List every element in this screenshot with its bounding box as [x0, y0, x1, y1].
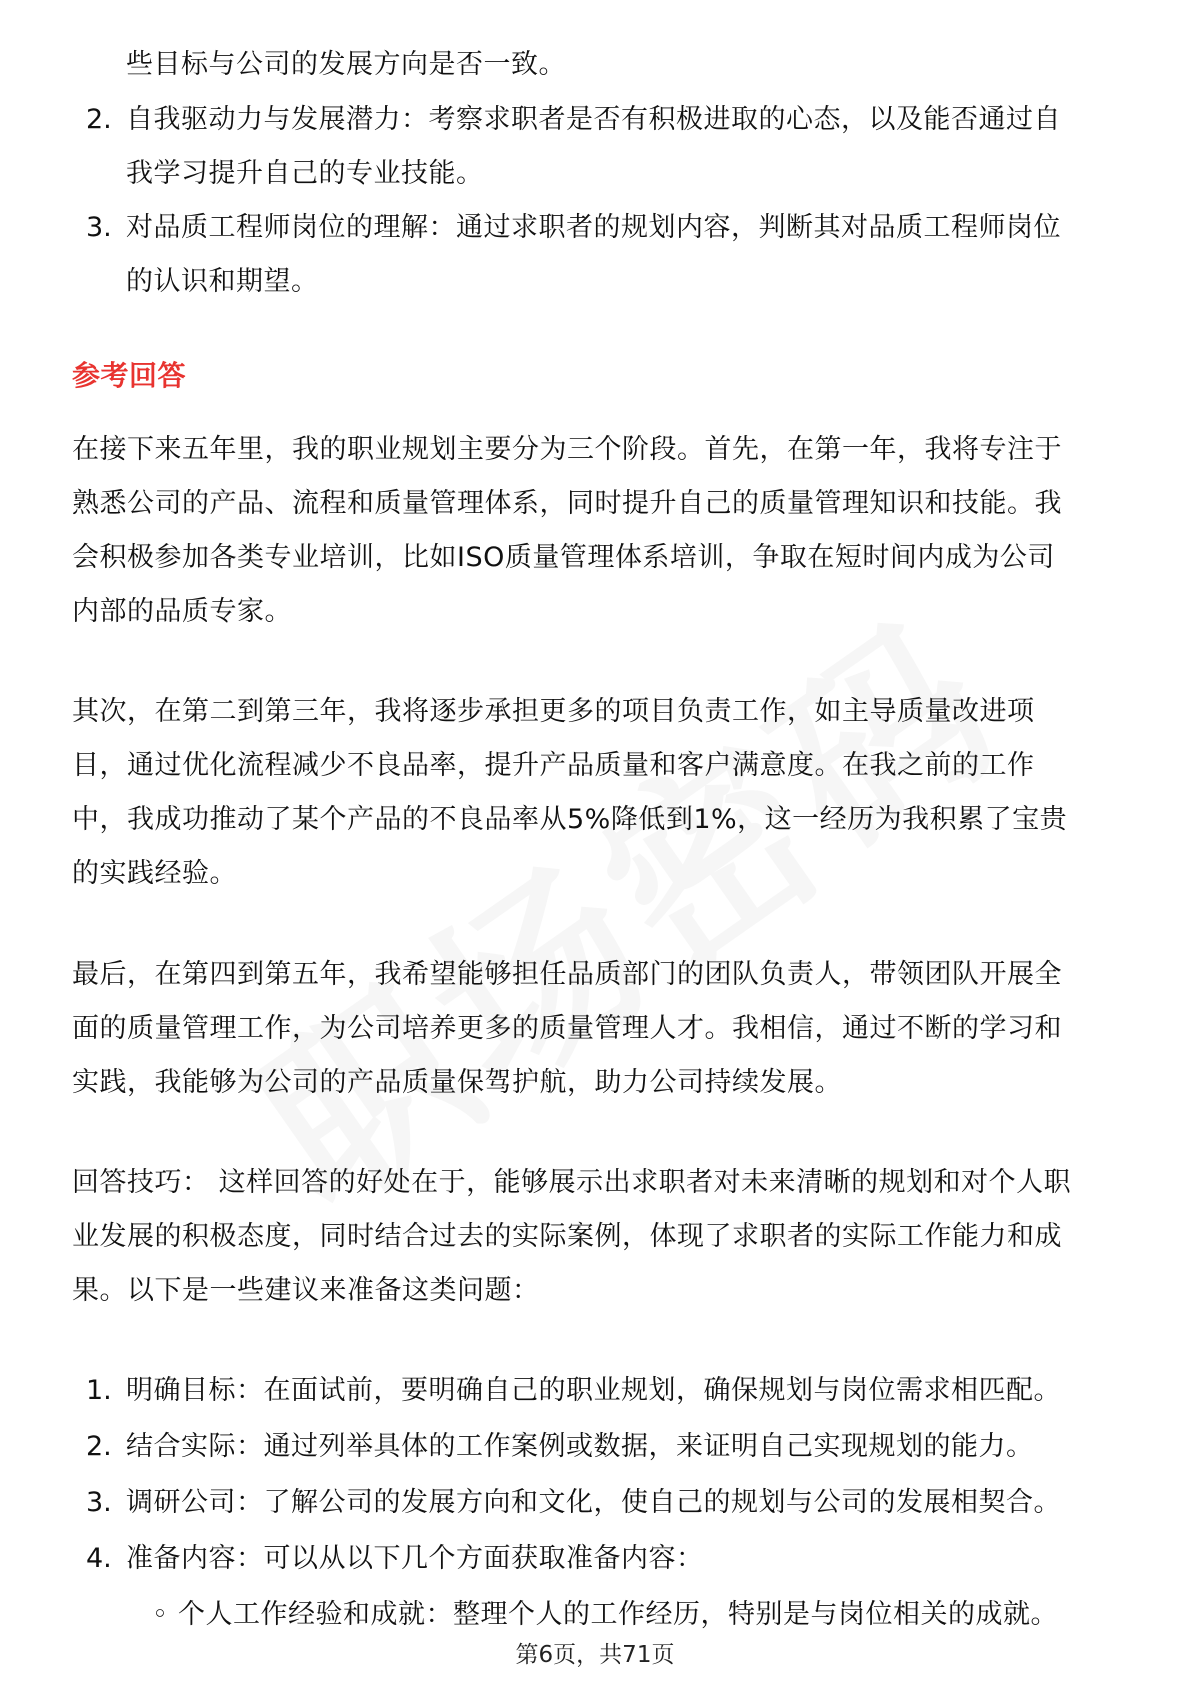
section-heading: 参考回答 — [72, 359, 187, 392]
list-item-number: 3. — [86, 1487, 112, 1518]
list-item-text: 明确目标：在面试前，要明确自己的职业规划，确保规划与岗位需求相匹配。 — [126, 1375, 1061, 1406]
paragraph-line: 目，通过优化流程减少不良品率，提升产品质量和客户满意度。在我之前的工作 — [72, 750, 1035, 781]
sub-bullet-icon: ◦ — [152, 1599, 168, 1630]
paragraph-line: 面的质量管理工作，为公司培养更多的质量管理人才。我相信，通过不断的学习和 — [72, 1013, 1062, 1044]
list-item-number: 2. — [86, 104, 112, 135]
paragraph-line: 其次，在第二到第三年，我将逐步承担更多的项目负责工作，如主导质量改进项 — [72, 696, 1035, 727]
tips-paragraph-line: 果。以下是一些建议来准备这类问题： — [72, 1275, 540, 1306]
paragraph-line: 中，我成功推动了某个产品的不良品率从5%降低到1%，这一经历为我积累了宝贵 — [72, 804, 1068, 835]
paragraph-line: 会积极参加各类专业培训，比如ISO质量管理体系培训，争取在短时间内成为公司 — [72, 542, 1055, 573]
list-item-text: 对品质工程师岗位的理解：通过求职者的规划内容，判断其对品质工程师岗位 — [126, 212, 1061, 243]
list-item-continuation: 些目标与公司的发展方向是否一致。 — [126, 49, 566, 80]
list-item-number: 4. — [86, 1543, 112, 1574]
list-item-text: 结合实际：通过列举具体的工作案例或数据，来证明自己实现规划的能力。 — [126, 1431, 1034, 1462]
list-item-number: 1. — [86, 1375, 112, 1406]
list-item-text: 准备内容：可以从以下几个方面获取准备内容： — [126, 1543, 704, 1574]
paragraph-line: 内部的品质专家。 — [72, 596, 292, 627]
tips-paragraph-line: 回答技巧： 这样回答的好处在于，能够展示出求职者对未来清晰的规划和对个人职 — [72, 1167, 1072, 1198]
paragraph-line: 在接下来五年里，我的职业规划主要分为三个阶段。首先，在第一年，我将专注于 — [72, 434, 1062, 465]
list-item-number: 3. — [86, 212, 112, 243]
list-item-text: 我学习提升自己的专业技能。 — [126, 158, 484, 189]
list-item-text: 自我驱动力与发展潜力：考察求职者是否有积极进取的心态，以及能否通过自 — [126, 104, 1061, 135]
sub-bullet-text: 个人工作经验和成就：整理个人的工作经历，特别是与岗位相关的成就。 — [178, 1599, 1058, 1630]
list-item-text: 调研公司：了解公司的发展方向和文化，使自己的规划与公司的发展相契合。 — [126, 1487, 1061, 1518]
paragraph-line: 实践，我能够为公司的产品质量保驾护航，助力公司持续发展。 — [72, 1067, 842, 1098]
paragraph-line: 的实践经验。 — [72, 858, 237, 889]
list-item-text: 的认识和期望。 — [126, 266, 319, 297]
paragraph-line: 最后，在第四到第五年，我希望能够担任品质部门的团队负责人，带领团队开展全 — [72, 959, 1062, 990]
tips-paragraph-line: 业发展的积极态度，同时结合过去的实际案例，体现了求职者的实际工作能力和成 — [72, 1221, 1062, 1252]
page-footer: 第6页，共71页 — [515, 1642, 675, 1668]
paragraph-line: 熟悉公司的产品、流程和质量管理体系，同时提升自己的质量管理知识和技能。我 — [72, 488, 1062, 519]
list-item-number: 2. — [86, 1431, 112, 1462]
